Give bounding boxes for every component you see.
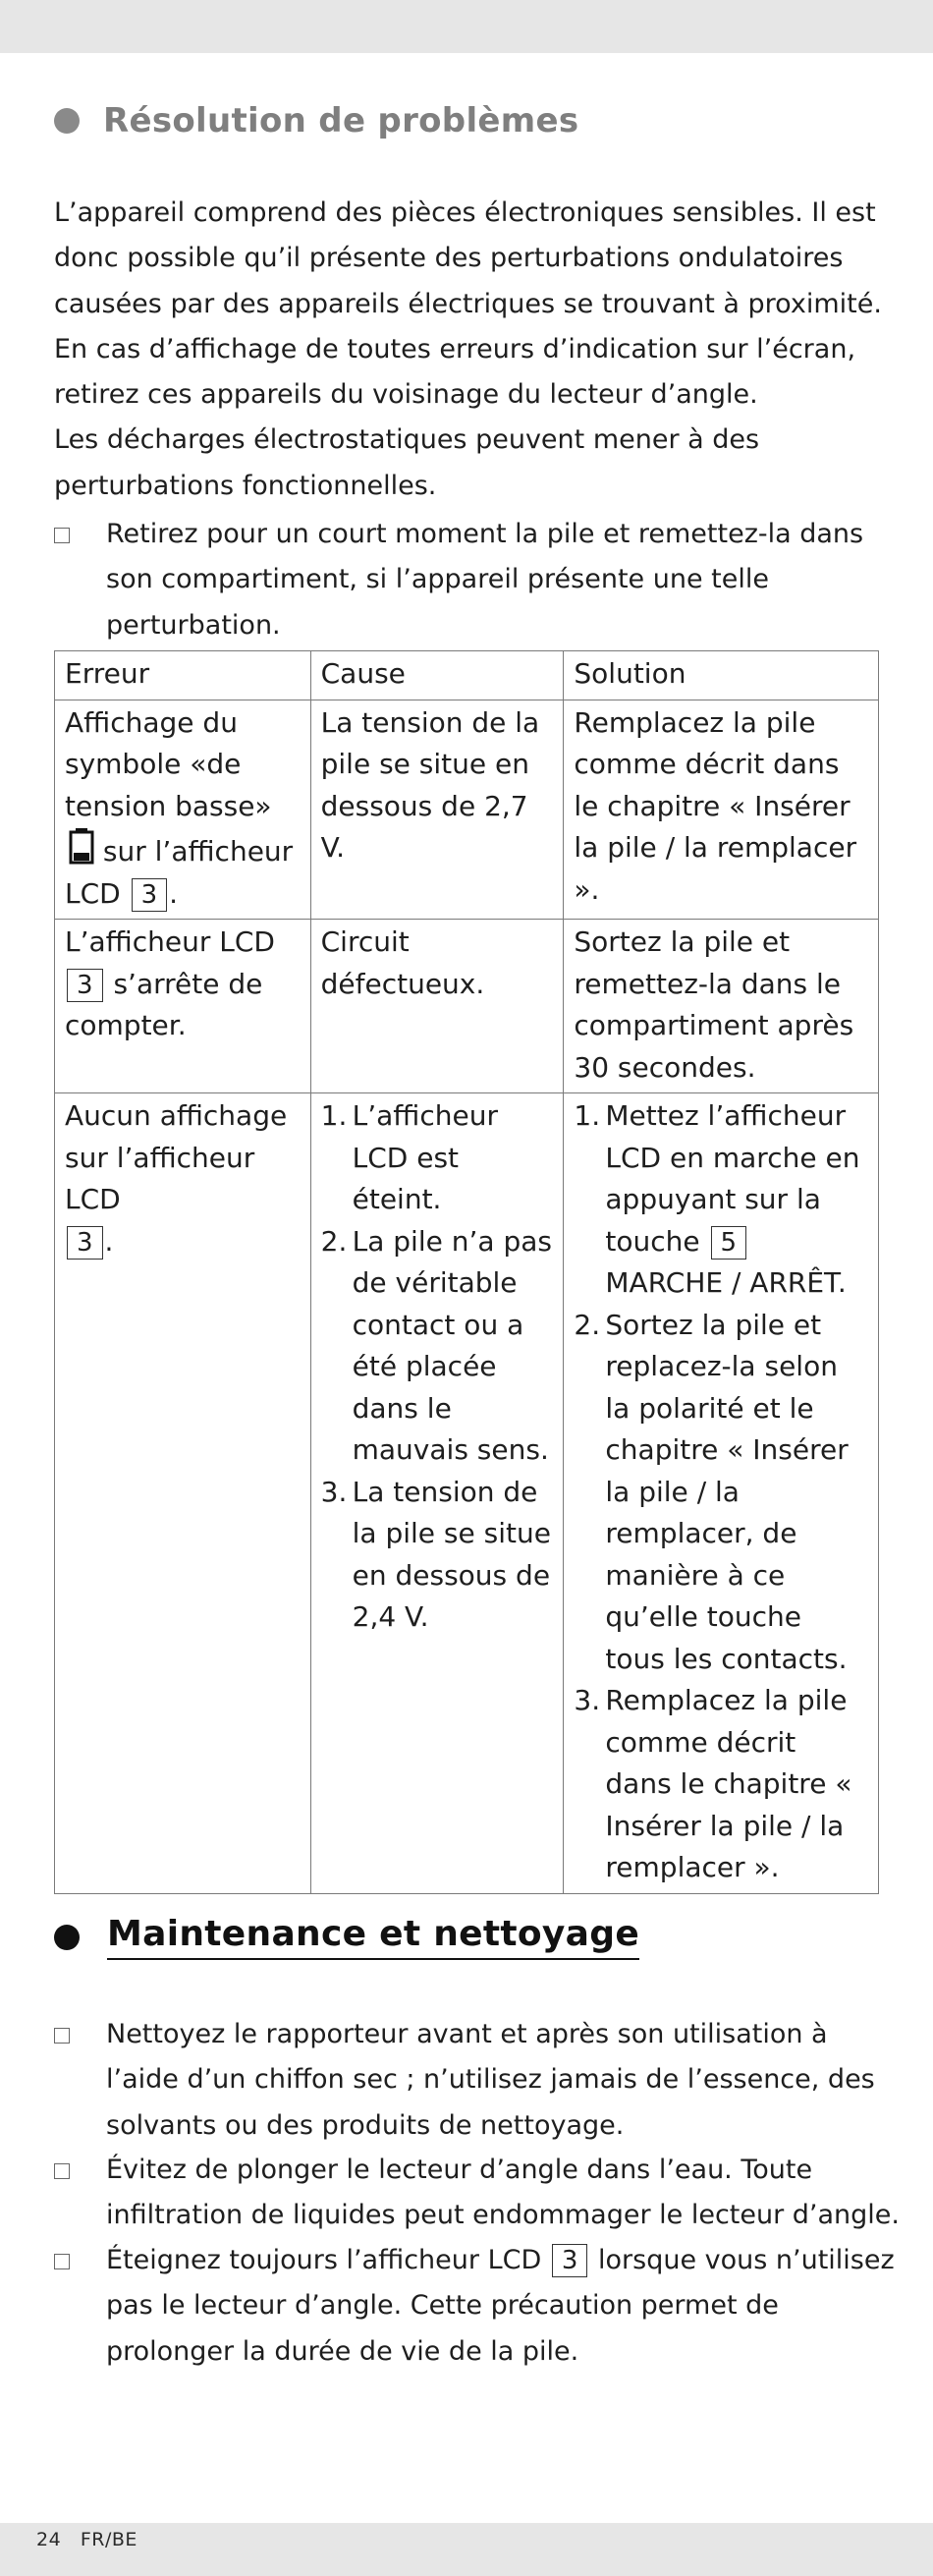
section-title: Résolution de problèmes xyxy=(103,101,579,140)
part-number-badge: 3 xyxy=(552,2244,588,2277)
list-number: 2. xyxy=(320,1224,348,1258)
table-row xyxy=(55,920,879,1093)
part-number-badge: 3 xyxy=(67,969,103,1002)
error-text: sur l’afficheur LCD xyxy=(65,835,294,910)
list-item xyxy=(321,1095,554,1221)
bullet-text-part: Éteignez toujours l’afficheur LCD xyxy=(106,2245,542,2275)
section-heading-maintenance xyxy=(54,1914,639,1960)
error-text: Affichage du symbole «de tension basse» xyxy=(65,705,272,822)
bullet-text-part: lorsque vous n’utilisez pas le lecteur d’angle. Cette précaution permet de prolonger la durée de vie de la pile. xyxy=(106,2245,895,2367)
punctuation: . xyxy=(169,876,179,910)
bullet-item xyxy=(54,2148,902,2239)
list-item xyxy=(574,1305,868,1681)
section-heading-troubleshooting xyxy=(54,101,578,140)
cause-cell: Circuit défectueux. xyxy=(310,920,564,1093)
list-text: La pile n’a pas de véritable contact ou a été placée dans le mauvais sens. xyxy=(352,1224,552,1466)
list-text: La tension de la pile se situe en dessous de 2,4 V. xyxy=(352,1475,551,1633)
list-text: Remplacez la pile comme décrit dans le chapitre « Insérer la pile / la remplacer ». xyxy=(605,1684,852,1883)
list-number: 3. xyxy=(320,1475,348,1508)
solution-text: MARCHE / ARRÊT. xyxy=(605,1266,847,1299)
bullet-dot-icon xyxy=(54,1925,80,1950)
text-line: Les décharges électrostatiques peuvent mener à des xyxy=(54,424,760,456)
header-cell: Solution xyxy=(564,651,879,700)
language-code: FR/BE xyxy=(80,2529,137,2550)
list-item xyxy=(321,1221,554,1472)
bullet-item xyxy=(54,2012,902,2149)
solution-text: Mettez l’afficheur LCD en marche en appuyant sur la touche xyxy=(605,1099,860,1258)
part-number-badge: 3 xyxy=(67,1226,103,1260)
error-text: Aucun affichage sur l’afficheur LCD xyxy=(65,1099,288,1215)
table-row xyxy=(55,700,879,920)
list-number: 2. xyxy=(574,1308,601,1341)
text-line: donc possible qu’il présente des perturbations ondulatoires xyxy=(54,243,844,274)
list-item xyxy=(321,1472,554,1639)
solution-list xyxy=(574,1095,868,1889)
footer xyxy=(36,2529,137,2550)
solution-cell xyxy=(564,1093,879,1894)
top-bar xyxy=(0,0,933,53)
punctuation: . xyxy=(104,1224,114,1258)
part-number-badge: 3 xyxy=(132,878,168,912)
text-line: perturbations fonctionnelles. xyxy=(54,470,437,501)
error-text: s’arrête de compter. xyxy=(65,967,263,1041)
bullet-text xyxy=(106,2238,902,2375)
list-text: L’afficheur LCD est éteint. xyxy=(352,1099,498,1215)
footer-bar xyxy=(0,2523,933,2576)
error-cell xyxy=(55,1093,311,1894)
bullet-item xyxy=(54,2238,902,2375)
cause-cell xyxy=(310,1093,564,1894)
text-line: En cas d’affichage de toutes erreurs d’indication sur l’écran, xyxy=(54,333,856,364)
cause-list xyxy=(321,1095,554,1639)
part-number-badge: 5 xyxy=(711,1226,747,1260)
list-number: 1. xyxy=(320,1099,348,1132)
list-number: 3. xyxy=(574,1684,601,1716)
solution-cell: Remplacez la pile comme décrit dans le chapitre « Insérer la pile / la remplacer ». xyxy=(564,700,879,920)
bullet-text: Nettoyez le rapporteur avant et après son utilisation à l’aide d’un chiffon sec ; n’utilisez jamais de l’essence, des solvants ou des produits de nettoyage. xyxy=(106,2019,875,2141)
troubleshooting-table xyxy=(54,650,879,1894)
text-line: retirez ces appareils du voisinage du lecteur d’angle. xyxy=(54,379,758,411)
list-number: 1. xyxy=(574,1099,601,1132)
solution-cell: Sortez la pile et remettez-la dans le compartiment après 30 secondes. xyxy=(564,920,879,1093)
page-number: 24 xyxy=(36,2529,62,2550)
bullet-item xyxy=(54,512,902,648)
section-title: Maintenance et nettoyage xyxy=(107,1914,639,1960)
low-battery-icon xyxy=(69,827,94,865)
list-item xyxy=(574,1095,868,1305)
error-cell xyxy=(55,700,311,920)
bullet-text: Évitez de plonger le lecteur d’angle dans l’eau. Toute infiltration de liquides peut endommager le lecteur d’angle. xyxy=(106,2155,900,2231)
text-line: causées par des appareils électriques se trouvant à proximité. xyxy=(54,288,882,319)
checkbox-bullet-icon xyxy=(54,2254,70,2269)
text-line: L’appareil comprend des pièces électroniques sensibles. Il est xyxy=(54,197,876,228)
header-cell: Erreur xyxy=(55,651,311,700)
table-row xyxy=(55,1093,879,1894)
list-item xyxy=(574,1680,868,1889)
list-text: Sortez la pile et replacez-la selon la polarité et le chapitre « Insérer la pile / la remplacer, de manière à ce qu’elle touche tous les contacts. xyxy=(605,1308,849,1675)
table-header-row xyxy=(55,651,879,700)
bullet-dot-icon xyxy=(54,108,80,134)
checkbox-bullet-icon xyxy=(54,528,70,543)
error-text: L’afficheur LCD xyxy=(65,925,275,958)
error-cell xyxy=(55,920,311,1093)
header-cell: Cause xyxy=(310,651,564,700)
checkbox-bullet-icon xyxy=(54,2163,70,2179)
bullet-text: Retirez pour un court moment la pile et remettez-la dans son compartiment, si l’appareil présente une telle perturbation. xyxy=(106,519,864,641)
intro-paragraph xyxy=(54,191,899,509)
cause-cell: La tension de la pile se situe en dessous de 2,7 V. xyxy=(310,700,564,920)
checkbox-bullet-icon xyxy=(54,2028,70,2044)
list-text xyxy=(605,1095,868,1305)
